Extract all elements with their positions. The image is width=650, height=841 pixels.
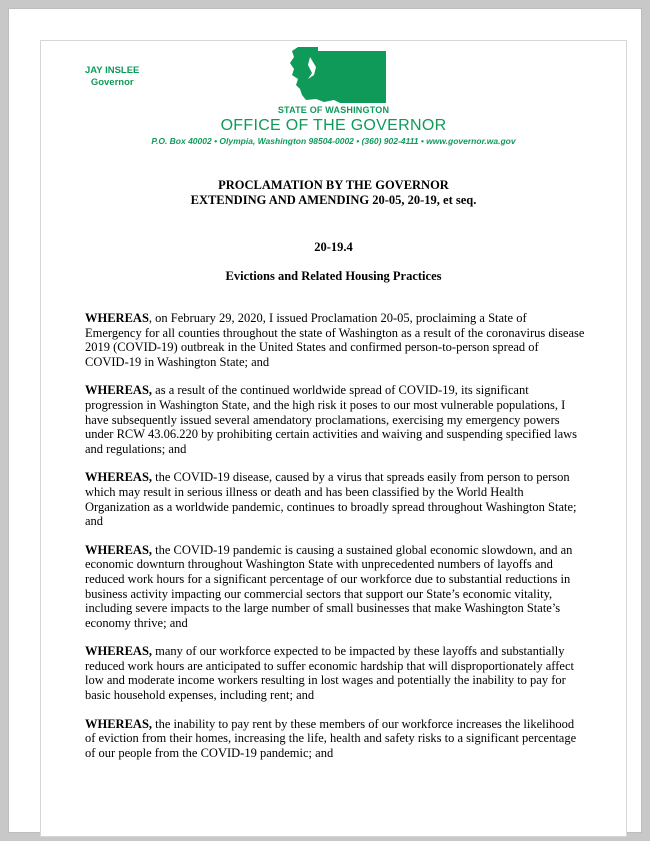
- paragraph-lead: WHEREAS,: [85, 383, 153, 398]
- proclamation-title: [41, 178, 626, 208]
- paragraph-text: as a result of the continued worldwide spread of COVID-19, its significant progression in Washington State, and the high risk it poses to our most vulnerable populations, I have subsequently issued several amendatory proclamations, exercising my emergency powers under RCW 43.06.220 by prohibiting certain activities and waiving and suspending specified laws and regulations; and: [85, 383, 578, 456]
- document-page: [40, 40, 627, 837]
- paragraph-lead: WHEREAS,: [85, 644, 153, 659]
- governor-signature-block: [85, 65, 139, 89]
- office-address: P.O. Box 40002 • Olympia, Washington 98504-0002 • (360) 902-4111 • www.governor.wa.gov: [151, 136, 516, 146]
- whereas-paragraph: [85, 383, 585, 456]
- washington-state-map-icon: [288, 45, 392, 105]
- paragraph-text: the COVID-19 pandemic is causing a sustained global economic slowdown, and an economic downturn throughout Washington State with unprecedented numbers of layoffs and reduced work hours for a significant percentage of our workforce due to substantial reductions in business activity impacting our commercial sectors that support our State’s economic vitality, including severe impacts to the large number of small businesses that make Washington State’s economy thrive; and: [85, 542, 573, 630]
- state-label: STATE OF WASHINGTON: [277, 105, 390, 115]
- paragraph-text: many of our workforce expected to be impacted by these layoffs and substantially reduced work hours are anticipated to suffer economic hardship that will disproportionately affect low and moderate income workers resulting in lost wages and potentially the inability to pay for basic household expenses, including rent; and: [85, 644, 574, 703]
- office-title: OFFICE OF THE GOVERNOR: [220, 117, 447, 134]
- paragraph-lead: WHEREAS,: [85, 470, 153, 485]
- paragraph-text: , on February 29, 2020, I issued Proclamation 20-05, proclaiming a State of Emergency for all counties throughout the state of Washington as a result of the coronavirus disease 2019 (COVID-19) outbreak in the United States and confirmed person-to-person spread of COVID-19 in Washington State; and: [85, 311, 585, 369]
- paragraph-text: the inability to pay rent by these members of our workforce increases the likelihood of eviction from their homes, increasing the life, health and safety risks to a significant percentage of our people from the COVID-19 pandemic; and: [85, 716, 577, 760]
- proclamation-subject: Evictions and Related Housing Practices: [225, 269, 442, 283]
- paragraph-lead: WHEREAS,: [85, 542, 153, 557]
- title-line-2: EXTENDING AND AMENDING 20-05, 20-19, et seq.: [190, 193, 477, 207]
- proclamation-body: [85, 311, 585, 774]
- paragraph-text: the COVID-19 disease, caused by a virus that spreads easily from person to person which may result in serious illness or death and has been classified by the World Health Organization as a worldwide pandemic, continues to broadly spread throughout Washington State; and: [85, 470, 577, 529]
- governor-name: JAY INSLEE: [85, 65, 140, 76]
- governor-title: Governor: [90, 77, 134, 88]
- whereas-paragraph: [85, 470, 585, 528]
- paragraph-lead: WHEREAS: [85, 311, 149, 325]
- proclamation-number: 20-19.4: [314, 240, 353, 254]
- document-frame: [8, 8, 642, 833]
- whereas-paragraph: [85, 543, 585, 631]
- paragraph-lead: WHEREAS,: [85, 716, 153, 731]
- whereas-paragraph: [85, 311, 585, 369]
- whereas-paragraph: [85, 644, 585, 702]
- title-line-1: PROCLAMATION BY THE GOVERNOR: [218, 178, 449, 192]
- whereas-paragraph: [85, 717, 585, 761]
